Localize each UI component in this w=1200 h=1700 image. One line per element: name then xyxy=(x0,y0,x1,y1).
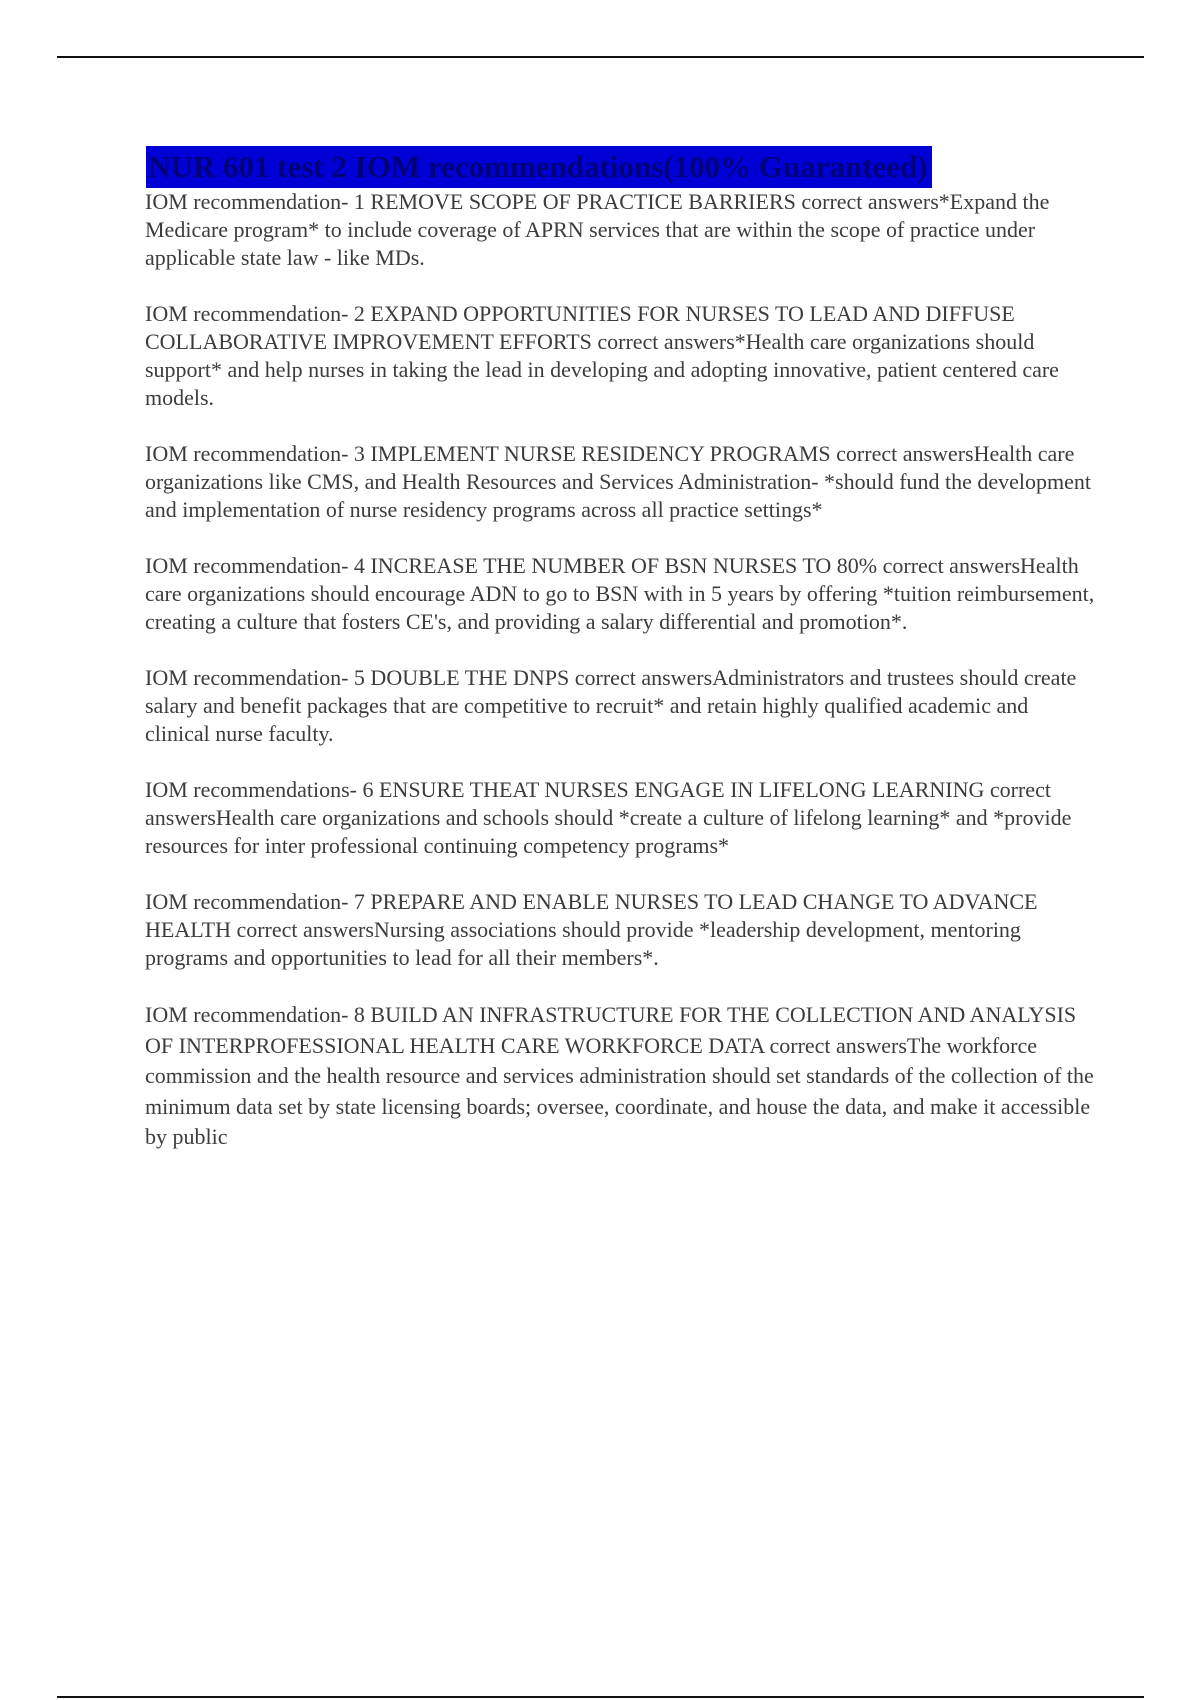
recommendation-7: IOM recommendation- 7 PREPARE AND ENABLE NURSES TO LEAD CHANGE TO ADVANCE HEALTH correct answersNursing associations should provide *leadership development, mentoring programs and opportunities to lead for all their members*. xyxy=(145,889,1038,970)
header-rule xyxy=(57,56,1144,58)
recommendation-5: IOM recommendation- 5 DOUBLE THE DNPS correct answersAdministrators and trustees should create salary and benefit packages that are competitive to recruit* and retain highly qualified academic and clinical nurse faculty. xyxy=(145,665,1077,746)
recommendation-3: IOM recommendation- 3 IMPLEMENT NURSE RESIDENCY PROGRAMS correct answersHealth care organizations like CMS, and Health Resources and Services Administration- *should fund the development and implementation of nurse residency programs across all practice settings* xyxy=(145,441,1092,522)
recommendation-1: IOM recommendation- 1 REMOVE SCOPE OF PRACTICE BARRIERS correct answers*Expand the Medicare program* to include coverage of APRN services that are within the scope of practice under applicable state law - like MDs. xyxy=(145,189,1050,270)
recommendation-8: IOM recommendation- 8 BUILD AN INFRASTRUCTURE FOR THE COLLECTION AND ANALYSIS OF INTERPROFESSIONAL HEALTH CARE WORKFORCE DATA correct answersThe workforce commission and the health resource and services administration should set standards of the collection of the minimum data set by state licensing boards; oversee, coordinate, and house the data, and make it accessible by public xyxy=(145,1002,1094,1149)
recommendation-2: IOM recommendation- 2 EXPAND OPPORTUNITIES FOR NURSES TO LEAD AND DIFFUSE COLLABORATIVE IMPROVEMENT EFFORTS correct answers*Health care organizations should support* and help nurses in taking the lead in developing and adopting innovative, patient centered care models. xyxy=(145,301,1059,410)
footer-rule xyxy=(57,1696,1144,1698)
document-title: NUR 601 test 2 IOM recommendations(100% Guaranteed) xyxy=(146,146,932,188)
recommendation-6: IOM recommendations- 6 ENSURE THEAT NURSES ENGAGE IN LIFELONG LEARNING correct answersHealth care organizations and schools should *create a culture of lifelong learning* and *provide resources for inter professional continuing competency programs* xyxy=(145,777,1072,858)
document-body xyxy=(145,146,1095,1181)
recommendation-4: IOM recommendation- 4 INCREASE THE NUMBER OF BSN NURSES TO 80% correct answersHealth care organizations should encourage ADN to go to BSN with in 5 years by offering *tuition reimbursement, creating a culture that fosters CE's, and providing a salary differential and promotion*. xyxy=(145,553,1095,634)
